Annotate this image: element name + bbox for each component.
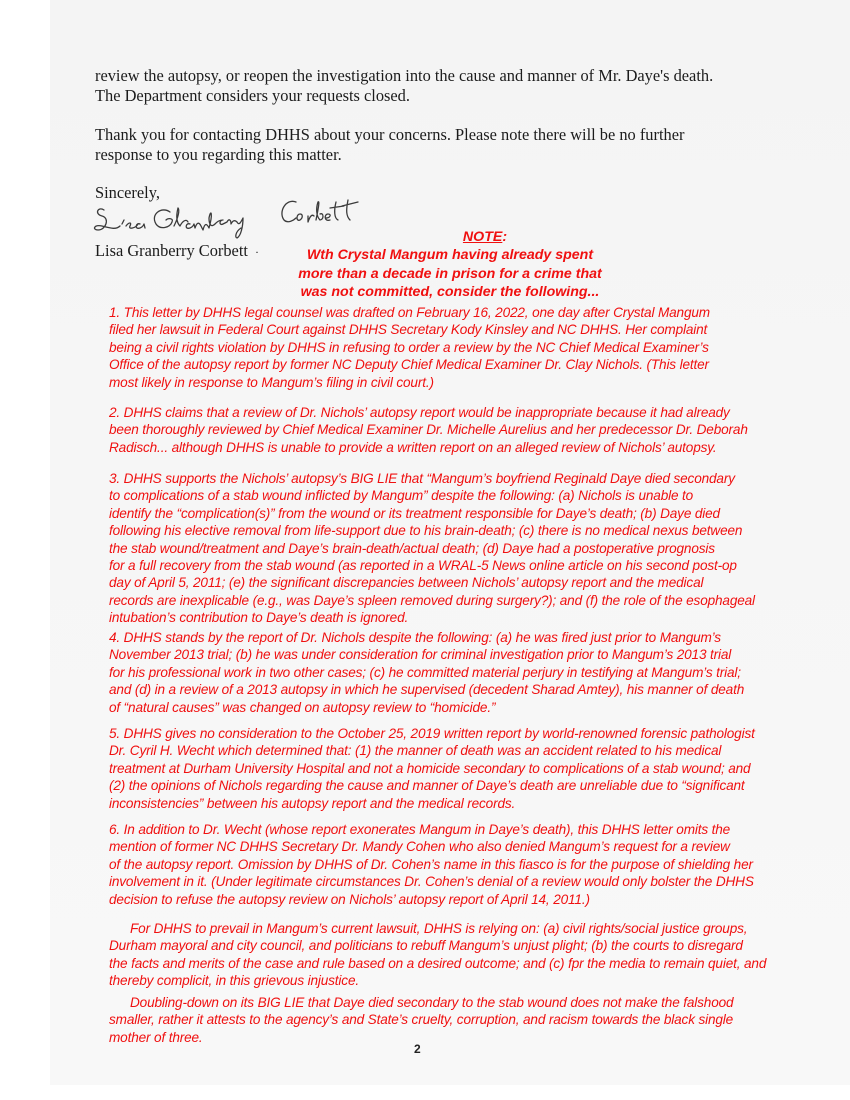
text-line: most likely in response to Mangum’s filing in civil court.) <box>109 374 434 390</box>
text-line: 4. DHHS stands by the report of Dr. Nichols despite the following: (a) he was fired just prior to Mangum’s <box>109 630 721 645</box>
text-line: intubation’s contribution to Daye’s death is ignored. <box>109 610 409 626</box>
closing-paragraph-big-lie <box>109 994 733 1046</box>
annotation-item-6 <box>109 821 754 908</box>
annotation-item-2 <box>109 404 748 456</box>
text-line: For DHHS to prevail in Mangum’s current lawsuit, DHHS is relying on: (a) civil rights/social justice groups, <box>130 921 748 936</box>
text-line: 6. In addition to Dr. Wecht (whose report exonerates Mangum in Daye’s death), this DHHS letter omits the <box>109 822 731 837</box>
text-line: of the autopsy report. Omission by DHHS of Dr. Cohen’s name in this fiasco is for the purpose of shielding her <box>109 856 753 872</box>
text-line: to complications of a stab wound inflicted by Mangum” despite the following: (a) Nichols is unable to <box>109 488 694 504</box>
note-block <box>290 228 610 301</box>
letter-closing: Sincerely, <box>95 183 160 202</box>
text-line: filed her lawsuit in Federal Court against DHHS Secretary Kody Kinsley and NC DHHS. Her complaint <box>109 322 708 338</box>
text-line: 2. DHHS claims that a review of Dr. Nichols’ autopsy report would be inappropriate because it had already <box>109 405 730 420</box>
text-line: following his elective removal from life-support due to his brain-death; (c) there is no medical nexus between <box>109 523 743 539</box>
text-line: smaller, rather it attests to the agency’s and State’s cruelty, corruption, and racism towards the black single <box>109 1012 734 1028</box>
signer-name: Lisa Granberry Corbett · <box>95 241 259 260</box>
text-line: The Department considers your requests closed. <box>95 85 410 105</box>
text-line: the facts and merits of the case and rule based on a desired outcome; and (c) fpr the media to remain quiet, and <box>109 955 767 971</box>
text-line: 5. DHHS gives no consideration to the October 25, 2019 written report by world-renowned forensic pathologist <box>109 726 755 741</box>
text-line: Dr. Cyril H. Wecht which determined that: (1) the manner of death was an accident related to his medical <box>109 743 722 759</box>
annotation-item-3 <box>109 470 755 627</box>
text-line: mention of former NC DHHS Secretary Dr. Mandy Cohen who also denied Mangum’s request for a review <box>109 839 730 855</box>
text-line: review the autopsy, or reopen the investigation into the cause and manner of Mr. Daye's death. <box>95 66 714 85</box>
text-line: Doubling-down on its BIG LIE that Daye died secondary to the stab wound does not make the falshood <box>130 995 734 1010</box>
text-line: for a full recovery from the stab wound (as reported in a WRAL-5 News online article on his second post-op <box>109 558 737 574</box>
page-number: 2 <box>414 1042 421 1056</box>
text-line: Office of the autopsy report by former NC Deputy Chief Medical Examiner Dr. Clay Nichols. (This letter <box>109 357 709 373</box>
text-line: been thoroughly reviewed by Chief Medical Examiner Dr. Michelle Aurelius and her predecessor Dr. Deborah <box>109 422 748 438</box>
text-line: Durham mayoral and city council, and politicians to rebuff Mangum’s unjust plight; (b) the courts to disregard <box>109 938 743 954</box>
text-line: response to you regarding this matter. <box>95 144 342 164</box>
text-line: November 2013 trial; (b) he was under consideration for criminal investigation prior to Mangum’s 2013 trial <box>109 647 732 663</box>
text-line: thereby complicit, in this grievous injustice. <box>109 973 359 989</box>
text-line: decision to refuse the autopsy review on Nichols’ autopsy report of April 14, 2011.) <box>109 891 590 907</box>
text-line: mother of three. <box>109 1029 203 1045</box>
note-line: Wth Crystal Mangum having already spent <box>306 247 594 264</box>
text-line: records are inexplicable (e.g., was Daye’s spleen removed during surgery?); and (f) the role of the esophageal <box>109 592 755 608</box>
annotation-item-1 <box>109 304 710 391</box>
annotation-item-4 <box>109 629 744 716</box>
note-line: was not committed, consider the following... <box>300 283 600 300</box>
text-line: Radisch... although DHHS is unable to provide a written report on an alleged review of Nichols’ autopsy. <box>109 439 717 455</box>
text-line: day of April 5, 2011; (e) the significant discrepancies between Nichols’ autopsy report and the medical <box>109 575 704 591</box>
text-line: Thank you for contacting DHHS about your concerns. Please note there will be no further <box>95 125 685 144</box>
text-line: being a civil rights violation by DHHS in refusing to order a review by the NC Chief Medical Examiner’s <box>109 339 709 355</box>
text-line: 1. This letter by DHHS legal counsel was drafted on February 16, 2022, one day after Crystal Mangum <box>109 305 710 320</box>
letter-paragraph-closing-requests <box>95 66 713 105</box>
text-line: identify the “complication(s)” from the wound or its treatment responsible for Daye’s death; (b) Daye died <box>109 505 720 521</box>
note-heading: NOTE: <box>462 229 508 245</box>
text-line: (2) the opinions of Nichols regarding the cause and manner of Daye’s death are unreliable due to “significant <box>109 778 745 794</box>
text-line: and (d) in a review of a 2013 autopsy in which he supervised (decedent Sharad Amtey), his manner of death <box>109 682 745 698</box>
letter-paragraph-thanks <box>95 125 684 164</box>
text-line: of “natural causes” was changed on autopsy review to “homicide.” <box>109 699 496 715</box>
text-line: the stab wound/treatment and Daye’s brain-death/actual death; (d) Daye had a postoperative prognosis <box>109 540 715 556</box>
text-line: inconsistencies” between his autopsy report and the medical records. <box>109 795 516 811</box>
note-line: more than a decade in prison for a crime that <box>298 265 602 282</box>
annotation-item-5 <box>109 725 755 812</box>
text-line: involvement in it. (Under legitimate circumstances Dr. Cohen’s denial of a review would only bolster the DHHS <box>109 874 754 890</box>
text-line: 3. DHHS supports the Nichols’ autopsy’s BIG LIE that “Mangum’s boyfriend Reginald Daye died secondary <box>109 471 735 486</box>
text-line: treatment at Durham University Hospital and not a homicide secondary to complications of a stab wound; and <box>109 760 751 776</box>
closing-paragraph-reliance <box>109 920 766 990</box>
text-line: for his professional work in two other cases; (c) he committed material perjury in testifying at Mangum’s trial; <box>109 664 741 680</box>
